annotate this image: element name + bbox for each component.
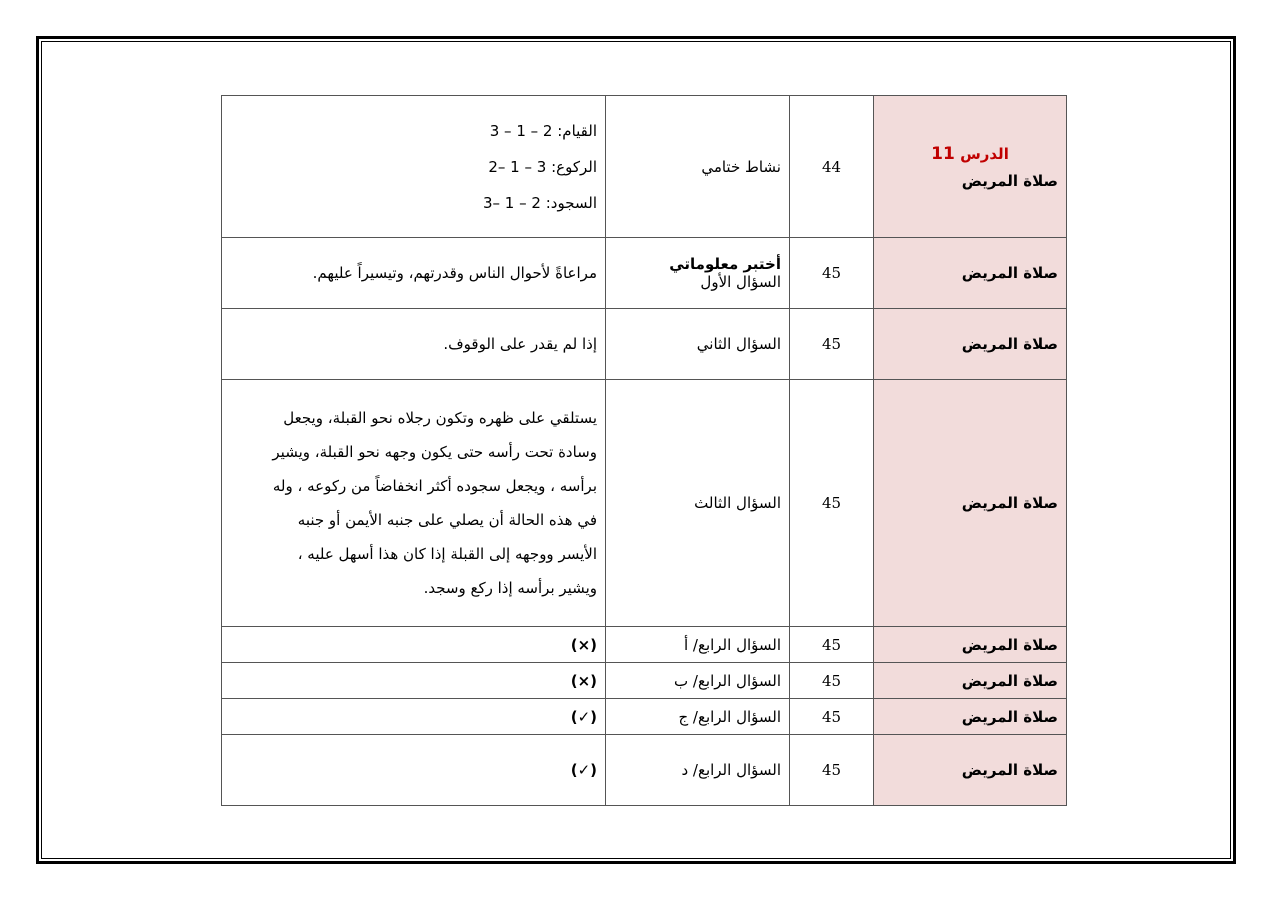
lesson-cell	[874, 96, 1067, 238]
answer-mark: (×)	[222, 627, 606, 663]
question-label: السؤال الثاني	[606, 309, 790, 380]
question-label: السؤال الثالث	[606, 380, 790, 627]
page-number: 45	[790, 627, 874, 663]
answer-line: يستلقي على ظهره وتكون رجلاه نحو القبلة، ويجعل	[283, 409, 597, 427]
page-number: 45	[790, 380, 874, 627]
table-row	[222, 699, 1067, 735]
lesson-title: صلاة المريض	[874, 627, 1067, 663]
answer-cell	[222, 96, 606, 238]
answer-line: السجود: 2 – 1 –3	[482, 193, 597, 212]
answer-cell	[222, 380, 606, 627]
answers-table	[221, 95, 1067, 806]
page-number: 45	[790, 238, 874, 309]
lesson-title: صلاة المريض	[874, 663, 1067, 699]
table-row	[222, 735, 1067, 806]
answer-line: في هذه الحالة أن يصلي على جنبه الأيمن أو جنبه	[297, 511, 597, 529]
table-row	[222, 96, 1067, 238]
question-cell	[606, 238, 790, 309]
page-number: 45	[790, 663, 874, 699]
answer-text: إذا لم يقدر على الوقوف.	[222, 309, 606, 380]
question-label: السؤال الرابع/ د	[606, 735, 790, 806]
answer-mark: (×)	[222, 663, 606, 699]
answer-mark: (✓)	[222, 735, 606, 806]
lesson-number	[882, 144, 1058, 164]
table-row	[222, 309, 1067, 380]
page-number: 44	[790, 96, 874, 238]
lesson-title: صلاة المريض	[874, 309, 1067, 380]
page-number: 45	[790, 309, 874, 380]
answer-mark: (✓)	[222, 699, 606, 735]
table-row	[222, 380, 1067, 627]
answer-line: الأيسر ووجهه إلى القبلة إذا كان هذا أسهل عليه ،	[297, 545, 597, 563]
answer-line: برأسه ، ويجعل سجوده أكثر انخفاضاً من ركوعه ، وله	[272, 477, 597, 495]
question-label: نشاط ختامي	[606, 96, 790, 238]
lesson-number-value: 11	[931, 143, 955, 164]
answer-line: القيام: 2 – 1 – 3	[489, 121, 597, 140]
lesson-title: صلاة المريض	[874, 699, 1067, 735]
page-number: 45	[790, 735, 874, 806]
table-row	[222, 238, 1067, 309]
answer-line: الركوع: 3 – 1 –2	[488, 157, 597, 176]
question-label: السؤال الرابع/ ب	[606, 663, 790, 699]
answer-line: ويشير برأسه إذا ركع وسجد.	[423, 579, 597, 597]
answer-line: وسادة تحت رأسه حتى يكون وجهه نحو القبلة، ويشير	[272, 443, 597, 461]
question-label: السؤال الأول	[700, 273, 781, 291]
lesson-title: صلاة المريض	[961, 171, 1058, 190]
page-number: 45	[790, 699, 874, 735]
lesson-title: صلاة المريض	[874, 238, 1067, 309]
question-label: السؤال الرابع/ ج	[606, 699, 790, 735]
table-row	[222, 627, 1067, 663]
question-title: أختبر معلوماتي	[669, 255, 781, 273]
question-label: السؤال الرابع/ أ	[606, 627, 790, 663]
answer-text: مراعاةً لأحوال الناس وقدرتهم، وتيسيراً عليهم.	[222, 238, 606, 309]
table-row	[222, 663, 1067, 699]
lesson-title: صلاة المريض	[874, 735, 1067, 806]
lesson-title: صلاة المريض	[874, 380, 1067, 627]
lesson-label: الدرس	[960, 144, 1009, 163]
